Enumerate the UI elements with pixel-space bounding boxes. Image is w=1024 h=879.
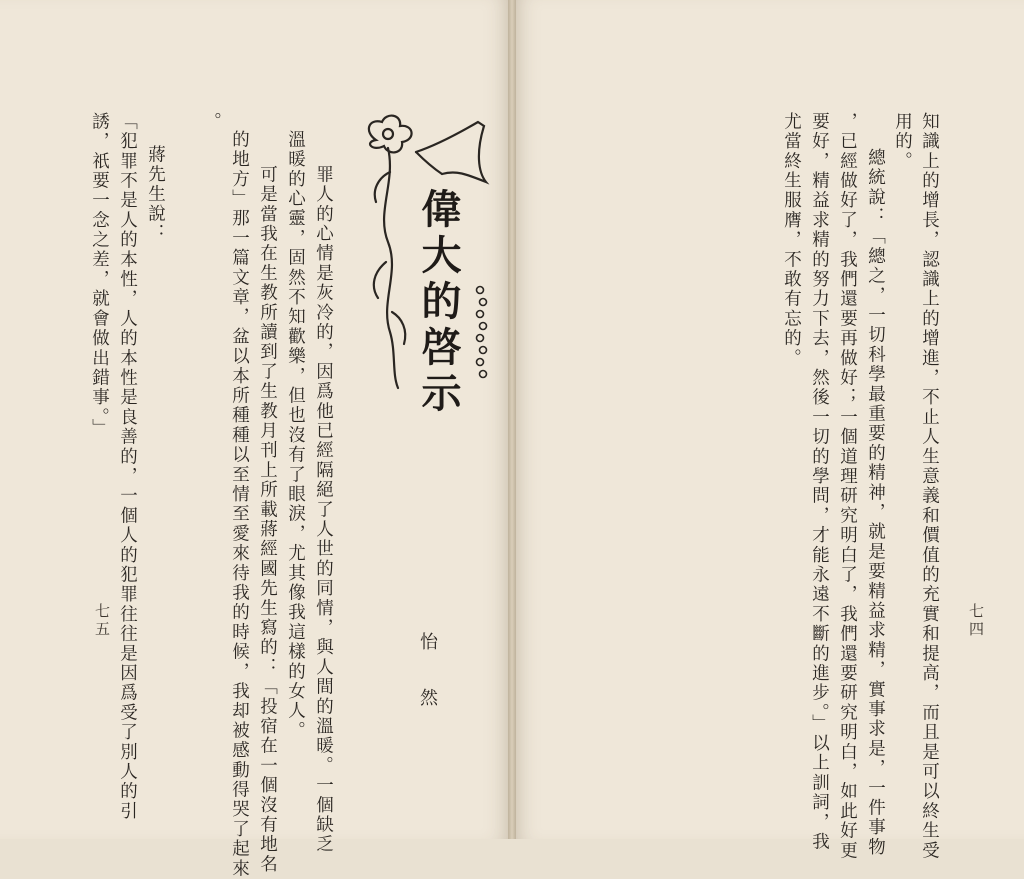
right-text-column: 尤當終生服膺，不敢有忘的。 — [781, 112, 802, 369]
article-title: 偉大的啓示 — [415, 188, 461, 418]
page-number-right: 七四 — [967, 603, 985, 639]
left-text-column: 可是當我在生教所讀到了生教月刊上所載蔣經國先生寫的：「投宿在一個沒有地名 — [257, 165, 278, 875]
right-text-column: 總統說：「總之，一切科學最重要的精神，就是要精益求精，實事求是，一件事物 — [865, 148, 886, 858]
left-text-column: 誘，祇要一念之差，就會做出錯事。」 — [89, 112, 110, 439]
left-text-column: 。 — [201, 112, 222, 132]
book-spine — [508, 0, 516, 839]
left-text-column: 「犯罪不是人的本性，人的本性是良善的，一個人的犯罪往往是因爲受了別人的引 — [117, 112, 138, 822]
right-text-column: 要好，精益求精的努力下去，然後一切的學問，才能永遠不斷的進步。」以上訓詞，我 — [809, 112, 830, 852]
article-author: 怡然 — [417, 632, 438, 744]
left-text-column: 的地方」那一篇文章，盆以本所種種以至情至愛來待我的時候，我却被感動得哭了起來 — [229, 130, 250, 879]
right-text-column: 用的。 — [892, 112, 913, 172]
left-text-column: 蔣先生說： — [145, 145, 166, 244]
right-page — [514, 0, 1024, 839]
left-text-column: 罪人的心情是灰冷的，因爲他已經隔絕了人世的同情，與人間的溫暖。一個缺乏 — [313, 165, 334, 855]
right-text-column: ，已經做好了，我們還要再做好；一個道理研究明白了，我們還要研究明白，如此好更 — [837, 112, 858, 861]
right-text-column: 知識上的增長，認識上的增進，不止人生意義和價值的充實和提高，而且是可以終生受 — [919, 112, 940, 861]
left-text-column: 溫暖的心靈，固然不知歡樂，但也沒有了眼淚，尤其像我這樣的女人。 — [285, 130, 306, 741]
page-number-left: 七五 — [93, 603, 111, 639]
